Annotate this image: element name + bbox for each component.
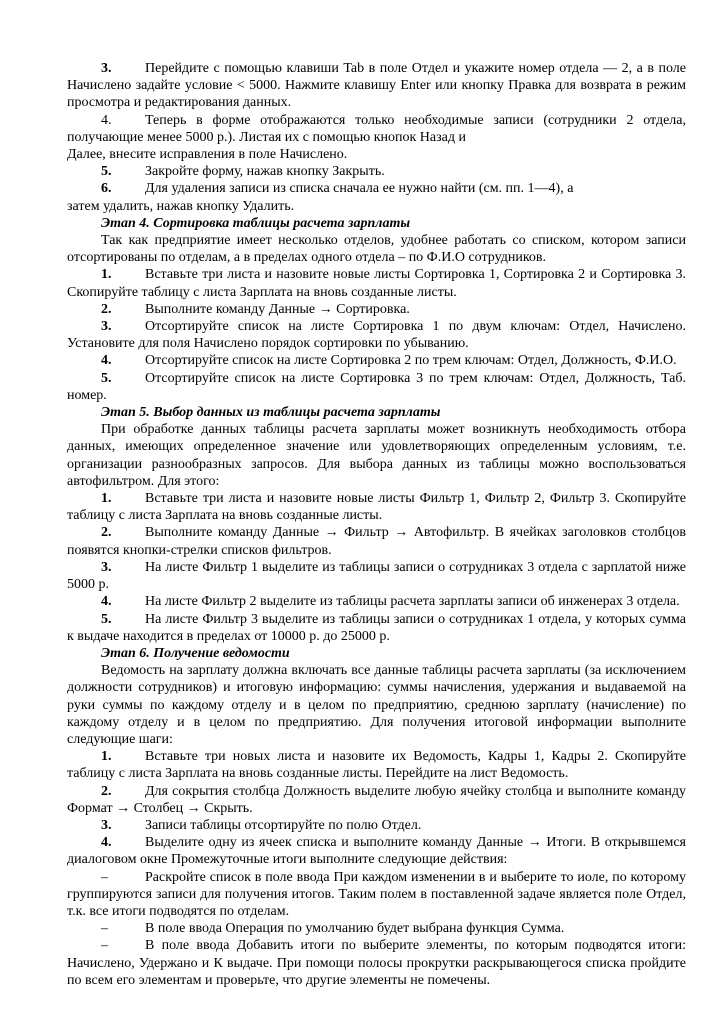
item-number: 5. (101, 611, 112, 627)
item-number: 3. (101, 61, 112, 76)
item-number: 3. (101, 319, 112, 335)
dash-marker: – (101, 938, 108, 954)
item-text: Отсортируйте список на листе Сортировка 3 по трем ключам: Отдел, Должность, Таб. номер. (67, 370, 686, 403)
sort-item-1 (67, 266, 686, 300)
filter-item-4 (67, 593, 686, 610)
report-item-2 (67, 783, 686, 817)
item-text: Отсортируйте список на листе Сортировка 2 по трем ключам: Отдел, Должность, Ф.И.О. (145, 353, 677, 369)
sort-item-2 (67, 301, 686, 318)
section-heading-stage-4: Этап 4. Сортировка таблицы расчета зарплаты (101, 215, 411, 231)
item-number: 1. (101, 267, 112, 283)
dash-marker: – (101, 869, 108, 885)
filter-item-3 (67, 559, 686, 593)
item-text: На листе Фильтр 2 выделите из таблицы расчета зарплаты записи об инженерах 3 отдела. (145, 594, 680, 610)
item-text: Теперь в форме отображаются только необходимые записи (сотрудники 2 отдела, получающие менее 5000 р.). Листая их с помощью кнопок Назад и (67, 112, 686, 145)
item-text: Отсортируйте список на листе Сортировка 1 по двум ключам: Отдел, Начислено. Установите для поля Начислено порядок сортировки по убыванию. (67, 319, 686, 352)
filter-item-1 (67, 490, 686, 524)
item-text: В поле ввода Операция по умолчанию будет выбрана функция Сумма. (145, 921, 565, 937)
continuation-text (67, 146, 686, 163)
item-3-tab (67, 60, 686, 112)
item-text: Выделите одну из ячеек списка и выполните команду Данные → Итоги. В открывшемся диалоговом окне Промежуточные итоги выполните следующие действия: (67, 835, 686, 868)
item-text: Раскройте список в поле ввода При каждом изменении в и выберите то иоле, по которому группируются записи для получения итогов. Таким полем в поставленной задаче является поле Отдел, т.к. все итоги подводятся по отделам. (67, 869, 686, 919)
body-paragraph: Ведомость на зарплату должна включать все данные таблицы расчета зарплаты (за исключением должности сотрудников) и итоговую информацию: суммы начисления, удержания и выдаваемой на руки суммы по каждому отделу и в целом по предприятию, среднюю зарплату (начисление) по каждому отделу и в целом по предприятию. Для получения итоговой информации выполните следующие шаги: (67, 663, 686, 747)
item-number: 4. (101, 353, 112, 369)
item-text: Перейдите с помощью клавиши Tab в поле Отдел и укажите номер отдела — 2, а в поле Начислено задайте условие < 5000. Нажмите клавишу Enter или кнопку Правка для возврата в режим просмотра и редактирования данных. (67, 61, 686, 111)
item-text: В поле ввода Добавить итоги по выберите элементы, по которым подводятся итоги: Начислено, Удержано и К выдаче. При помощи полосы прокрутки раскрывающегося списка пройдите по всем его элементам и проверьте, что другие элементы не помечены. (67, 938, 686, 988)
item-number: 3. (101, 817, 112, 833)
item-number: 1. (101, 491, 112, 507)
item-text: Выполните команду Данные → Сортировка. (145, 301, 410, 317)
item-text: На листе Фильтр 1 выделите из таблицы записи о сотрудниках 3 отдела с зарплатой ниже 5000 р. (67, 559, 686, 593)
item-text: Выполните команду Данные → Фильтр → Автофильтр. В ячейках заголовков столбцов появятся кнопки-стрелки списков фильтров. (67, 525, 686, 558)
item-text: Вставьте три листа и назовите новые листы Сортировка 1, Сортировка 2 и Сортировка 3. Скопируйте таблицу с листа Зарплата на вновь созданные листы. (67, 267, 686, 300)
item-number: 4. (101, 112, 112, 128)
dash-marker: – (101, 921, 108, 937)
continuation-text (67, 198, 686, 215)
item-number: 5. (101, 164, 112, 180)
report-item-3 (67, 817, 686, 834)
filter-item-2 (67, 524, 686, 558)
filter-item-5 (67, 611, 686, 645)
dash-item (67, 937, 686, 989)
plain-text: затем удалить, нажав кнопку Удалить. (67, 198, 295, 214)
item-text: Для сокрытия столбца Должность выделите любую ячейку столбца и выполните команду Формат → Столбец → Скрыть. (67, 783, 686, 816)
item-number: 2. (101, 525, 112, 541)
dash-item (67, 869, 686, 921)
item-number: 4. (101, 594, 112, 610)
item-number: 6. (101, 181, 112, 197)
sort-item-5 (67, 370, 686, 404)
item-text: Закройте форму, нажав кнопку Закрыть. (145, 164, 385, 180)
section-heading-stage-5: Этап 5. Выбор данных из таблицы расчета зарплаты (101, 405, 441, 421)
item-5-close (67, 163, 686, 180)
item-number: 3. (101, 559, 112, 575)
body-paragraph: Так как предприятие имеет несколько отделов, удобнее работать со списком, котором записи отсортированы по отделам, а в пределах одного отдела – по Ф.И.О сотрудников. (67, 233, 686, 266)
item-text: Вставьте три новых листа и назовите их Ведомость, Кадры 1, Кадры 2. Скопируйте таблицу с листа Зарплата на вновь созданные листы. Перейдите на лист Ведомость. (67, 749, 686, 782)
item-number: 4. (101, 835, 112, 851)
item-number: 2. (101, 301, 112, 317)
item-4-form (67, 112, 686, 146)
item-number: 1. (101, 749, 112, 765)
body-paragraph: При обработке данных таблицы расчета зарплаты может возникнуть необходимость отбора данных, имеющих определенное значение или удовлетворяющих определенным условиям, т.е. организации разнообразных запросов. Для выбора данных из таблицы можно воспользоваться автофильтром. Для этого: (67, 422, 686, 489)
item-number: 2. (101, 783, 112, 799)
sort-item-3 (67, 318, 686, 352)
item-number: 5. (101, 370, 112, 386)
plain-text: Далее, внесите исправления в поле Начислено. (67, 147, 348, 163)
sort-item-4 (67, 352, 686, 369)
section-heading-stage-6: Этап 6. Получение ведомости (101, 645, 290, 661)
item-text: Для удаления записи из списка сначала ее нужно найти (см. пп. 1—4), а (145, 181, 574, 197)
report-item-1 (67, 748, 686, 782)
item-text: Записи таблицы отсортируйте по полю Отдел. (145, 817, 422, 833)
report-item-4 (67, 834, 686, 868)
item-text: Вставьте три листа и назовите новые листы Фильтр 1, Фильтр 2, Фильтр 3. Скопируйте таблицу с листа Зарплата на вновь созданные листы. (67, 491, 686, 524)
item-text: На листе Фильтр 3 выделите из таблицы записи о сотрудниках 1 отдела, у которых сумма к выдаче находится в пределах от 10000 р. до 25000 р. (67, 611, 686, 644)
item-6-delete (67, 180, 686, 197)
dash-item (67, 920, 686, 937)
